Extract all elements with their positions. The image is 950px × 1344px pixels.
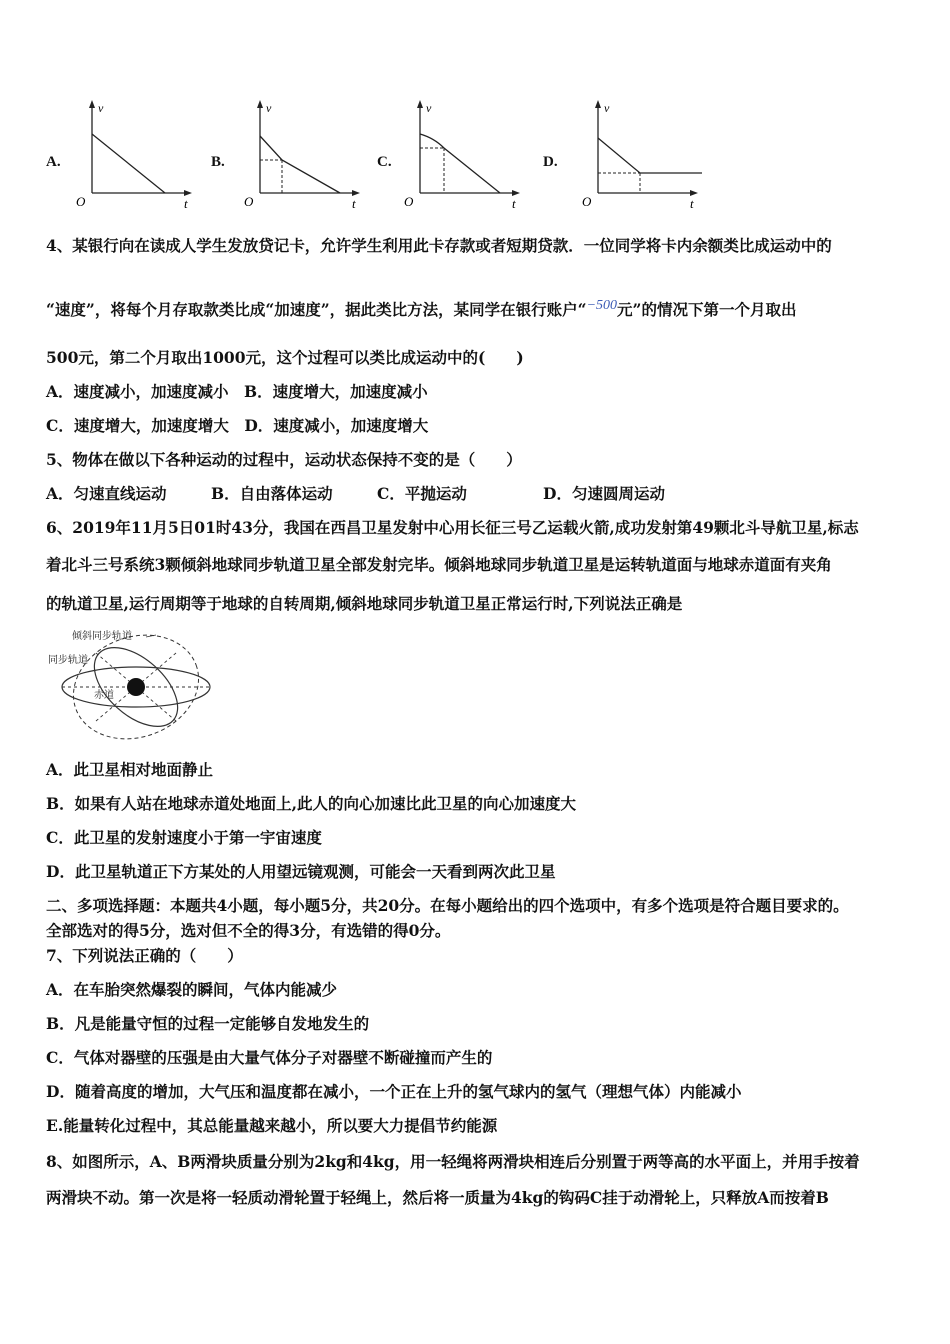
q5-option-b: B．自由落体运动 [211, 484, 333, 503]
section2-line-1: 二、多项选择题：本题共4小题，每小题5分，共20分。在每小题给出的四个选项中，有多个选项是符合题目要求的。 [46, 896, 849, 915]
q6-option-a: A．此卫星相对地面静止 [46, 760, 214, 779]
option-a-label: A. [46, 154, 61, 170]
q7-option-d: D．随着高度的增加，大气压和温度都在减小，一个正在上升的氢气球内的氢气（理想气体）内能减小 [46, 1082, 742, 1101]
orbit-diagram [46, 625, 216, 750]
graph-b [238, 98, 368, 210]
axis-v-label: v [604, 101, 610, 115]
q5-stem: 5、物体在做以下各种运动的过程中，运动状态保持不变的是（ ） [46, 450, 522, 469]
q7-option-a: A．在车胎突然爆裂的瞬间，气体内能减少 [46, 980, 338, 999]
negative-amount: −500 [586, 298, 618, 313]
q4-line-2b: 元”的情况下第一个月取出 [617, 300, 797, 319]
q6-option-d: D．此卫星轨道正下方某处的人用望远镜观测，可能会一天看到两次此卫星 [46, 862, 556, 881]
q8-line-1: 8、如图所示，A、B两滑块质量分别为2kg和4kg，用一轻绳将两滑块相连后分别置于两等高的水平面上，并用手按着 [46, 1152, 860, 1171]
axis-origin-label: O [404, 194, 414, 209]
q5-option-c: C．平抛运动 [377, 484, 467, 503]
option-b-label: B. [211, 154, 225, 170]
q6-option-b: B．如果有人站在地球赤道处地面上,此人的向心加速比此卫星的向心加速度大 [46, 794, 576, 813]
q7-option-b: B．凡是能量守恒的过程一定能够自发地发生的 [46, 1014, 370, 1033]
label-inclined-orbit: 倾斜同步轨道 [72, 631, 132, 642]
q7-option-e: E.能量转化过程中，其总能量越来越小，所以要大力提倡节约能源 [46, 1116, 498, 1135]
q4-options-ab: A．速度减小，加速度减小 B．速度增大，加速度减小 [46, 382, 428, 401]
axis-v-label: v [426, 101, 432, 115]
earth-icon [127, 678, 145, 696]
axis-origin-label: O [582, 194, 592, 209]
axis-t-label: t [690, 196, 694, 210]
q7-stem: 7、下列说法正确的（ ） [46, 946, 243, 965]
axis-origin-label: O [244, 194, 254, 209]
graph-d [576, 98, 706, 210]
q5-option-a: A．匀速直线运动 [46, 484, 167, 503]
option-d-label: D. [543, 154, 558, 170]
axis-t-label: t [352, 196, 356, 210]
q4-line-2 [46, 300, 796, 322]
label-equator: 赤道 [94, 690, 114, 701]
section2-line-2: 全部选对的得5分，选对但不全的得3分，有选错的得0分。 [46, 921, 451, 940]
q6-line-3: 的轨道卫星,运行周期等于地球的自转周期,倾斜地球同步轨道卫星正常运行时,下列说法正确是 [46, 594, 683, 613]
q7-option-c: C．气体对器壁的压强是由大量气体分子对器壁不断碰撞而产生的 [46, 1048, 493, 1067]
axis-t-label: t [184, 196, 188, 210]
q6-line-1: 6、2019年11月5日01时43分，我国在西昌卫星发射中心用长征三号乙运载火箭,成功发射第49颗北斗导航卫星,标志 [46, 518, 859, 537]
axis-v-label: v [266, 101, 272, 115]
label-sync-orbit: 同步轨道 [48, 655, 88, 666]
graph-c [398, 98, 528, 210]
q8-line-2: 两滑块不动。第一次是将一轻质动滑轮置于轻绳上，然后将一质量为4kg的钩码C挂于动滑轮上，只释放A而按着B [46, 1188, 829, 1207]
axis-origin-label: O [76, 194, 86, 209]
q4-line-3: 500元，第二个月取出1000元，这个过程可以类比成运动中的( ) [46, 348, 524, 367]
axis-v-label: v [98, 101, 104, 115]
graph-a [70, 98, 200, 210]
q4-line-1: 4、某银行向在读成人学生发放贷记卡，允许学生利用此卡存款或者短期贷款．一位同学将卡内余额类比成运动中的 [46, 236, 832, 255]
q5-option-d: D．匀速圆周运动 [543, 484, 665, 503]
q4-line-2a: “速度”，将每个月存取款类比成“加速度”，据此类比方法，某同学在银行账户“ [46, 300, 587, 319]
axis-t-label: t [512, 196, 516, 210]
q6-option-c: C．此卫星的发射速度小于第一宇宙速度 [46, 828, 322, 847]
q6-line-2: 着北斗三号系统3颗倾斜地球同步轨道卫星全部发射完毕。倾斜地球同步轨道卫星是运转轨道面与地球赤道面有夹角 [46, 555, 832, 574]
option-c-label: C. [377, 154, 392, 170]
q4-options-cd: C．速度增大，加速度增大 D．速度减小，加速度增大 [46, 416, 429, 435]
